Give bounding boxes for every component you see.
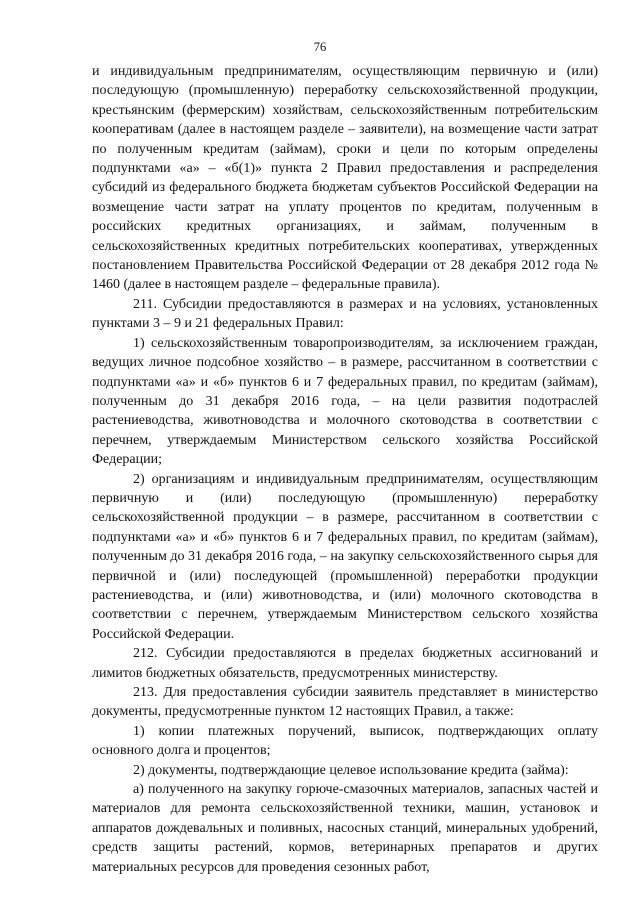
paragraph-211-item-1: 1) сельскохозяйственным товаропроизводителям, за исключением граждан, ведущих личное подсобное хозяйство – в размере, рассчитанном в соответствии с подпунктами «а» и «б» пунктов 6 и 7 федеральных правил, по кредитам (займам), полученным до 31 декабря 2016 года, – на цели развития подотраслей растениеводства, животноводства и молочного скотоводства в соответствии с перечнем, утверждаемым Министерством сельского хозяйства Российской Федерации; bbox=[92, 335, 598, 468]
paragraph-continuation: и индивидуальным предпринимателям, осуществляющим первичную и (или) последующую (промышленную) переработку сельскохозяйственной продукции, крестьянским (фермерским) хозяйствам, сельскохозяйственным потребительским кооперативам (далее в настоящем разделе – заявители), на возмещение части затрат по полученным кредитам (займам), сроки и цели по которым определены подпунктами «а» – «б(1)» пункта 2 Правил предоставления и распределения субсидий из федерального бюджета бюджетам субъектов Российской Федерации на возмещение части затрат на уплату процентов по кредитам, полученным в российских кредитных организациях, и займам, полученным в сельскохозяйственных кредитных потребительских кооперативах, утвержденных постановлением Правительства Российской Федерации от 28 декабря 2012 года № 1460 (далее в настоящем разделе – федеральные правила). bbox=[92, 64, 598, 293]
page-number: 76 bbox=[313, 40, 327, 54]
paragraph-211: 211. Субсидии предоставляются в размерах и на условиях, установленных пунктами 3 – 9 и 21 федеральных Правил: bbox=[92, 296, 598, 332]
paragraph-211-item-2: 2) организациям и индивидуальным предпринимателям, осуществляющим первичную и (или) последующую (промышленную) переработку сельскохозяйственной продукции – в размере, рассчитанном в соответствии с подпунктами «а» и «б» пунктов 6 и 7 федеральных правил, по кредитам (займам), полученным до 31 декабря 2016 года, – на закупку сельскохозяйственного сырья для первичной и (или) последующей (промышленной) переработки продукции растениеводства, и (или) животноводства, и (или) молочного скотоводства в соответствии с перечнем, утверждаемым Министерством сельского хозяйства Российской Федерации. bbox=[92, 471, 598, 642]
document-body bbox=[92, 62, 598, 877]
paragraph-213: 213. Для предоставления субсидии заявитель представляет в министерство документы, предусмотренные пунктом 12 настоящих Правил, а также: bbox=[92, 685, 598, 720]
paragraph-212: 212. Субсидии предоставляются в пределах бюджетных ассигнований и лимитов бюджетных обязательств, предусмотренных министерству. bbox=[92, 646, 598, 681]
paragraph-213-item-2: 2) документы, подтверждающие целевое использование кредита (займа): bbox=[133, 762, 569, 778]
paragraph-213-item-2-a: а) полученного на закупку горюче-смазочных материалов, запасных частей и материалов для ремонта сельскохозяйственной техники, машин, установок и аппаратов дождевальных и поливных, насосных станций, минеральных удобрений, средств защиты растений, кормов, ветеринарных препаратов и других материальных ресурсов для проведения сезонных работ, bbox=[92, 782, 598, 875]
paragraph-213-item-1: 1) копии платежных поручений, выписок, подтверждающих оплату основного долга и процентов; bbox=[92, 723, 598, 759]
